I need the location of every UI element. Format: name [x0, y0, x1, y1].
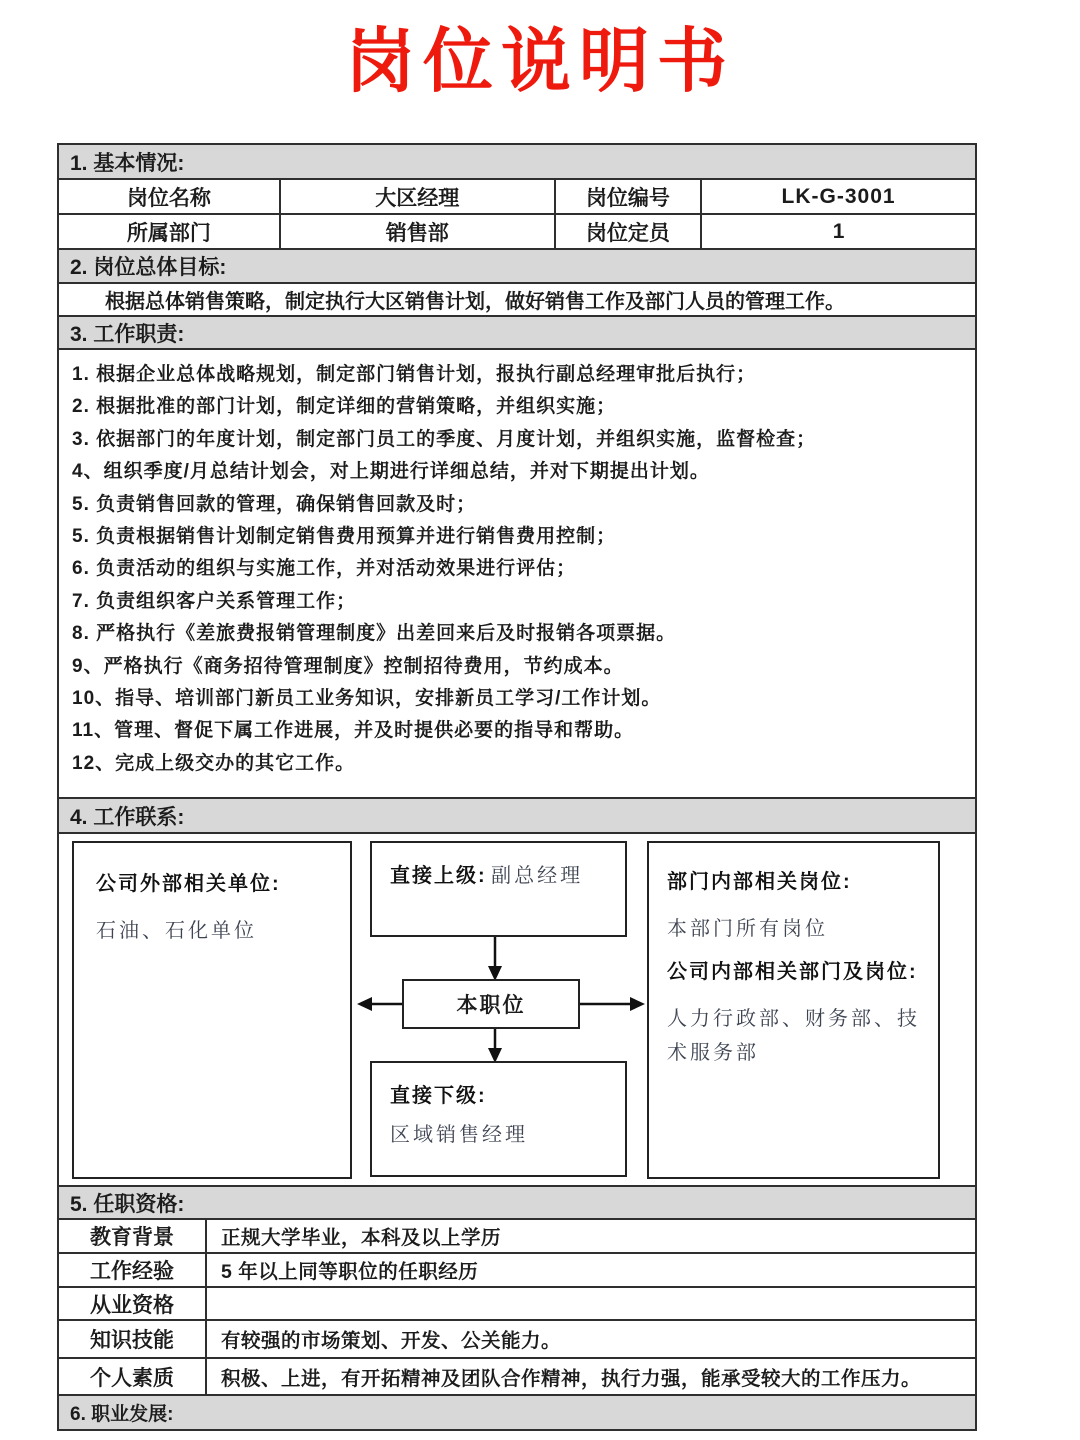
duty-item: 9、严格执行《商务招待管理制度》控制招待费用，节约成本。	[72, 655, 624, 677]
qualification-row	[59, 1254, 975, 1288]
qualification-value-education: 正规大学毕业，本科及以上学历	[221, 1227, 502, 1249]
external-units-title: 公司外部相关单位:	[96, 873, 281, 895]
section-header-overall-goal: 2. 岗位总体目标:	[59, 250, 975, 284]
qualification-row	[59, 1359, 975, 1396]
duty-item: 4、组织季度/月总结计划会，对上期进行详细总结，并对下期提出计划。	[72, 461, 710, 483]
basic-info-row	[59, 215, 975, 250]
section-header-career-development: 6. 职业发展:	[59, 1396, 975, 1429]
direct-superior-value: 副总经理	[491, 865, 584, 887]
duty-item: 5. 负责销售回款的管理，确保销售回款及时；	[72, 493, 477, 515]
duty-item: 10、指导、培训部门新员工业务知识，安排新员工学习/工作计划。	[72, 688, 662, 710]
duty-item: 3. 依据部门的年度计划，制定部门员工的季度、月度计划，并组织实施，监督检查；	[72, 428, 817, 450]
field-label-department: 所属部门	[126, 221, 211, 245]
qualification-row	[59, 1288, 975, 1321]
qualification-row	[59, 1321, 975, 1359]
duties-list	[59, 350, 975, 799]
field-label-position-name: 岗位名称	[126, 186, 211, 210]
external-units-box	[72, 841, 352, 1179]
duty-item: 12、完成上级交办的其它工作。	[72, 752, 356, 774]
section-header-basic-info: 1. 基本情况:	[59, 145, 975, 180]
qualification-label-experience: 工作经验	[59, 1254, 207, 1286]
field-value-department: 销售部	[279, 215, 554, 248]
qualification-value-certification	[207, 1288, 975, 1319]
internal-positions-content: 本部门所有岗位	[667, 918, 828, 940]
direct-superior-label: 直接上级:	[390, 865, 487, 887]
overall-goal-text: 根据总体销售策略，制定执行大区销售计划，做好销售工作及部门人员的管理工作。	[59, 284, 975, 317]
document-table	[57, 143, 977, 1431]
duty-item: 5. 负责根据销售计划制定销售费用预算并进行销售费用控制；	[72, 526, 617, 548]
qualification-value-personality: 积极、上进，有开拓精神及团队合作精神，执行力强，能承受较大的工作压力。	[221, 1367, 922, 1390]
basic-info-row	[59, 180, 975, 215]
qualification-value-experience: 5 年以上同等职位的任职经历	[221, 1261, 479, 1283]
qualification-value-skills: 有较强的市场策划、开发、公关能力。	[221, 1330, 562, 1352]
qualification-label-education: 教育背景	[59, 1220, 207, 1252]
direct-subordinate-label: 直接下级:	[390, 1085, 487, 1107]
field-label-headcount: 岗位定员	[554, 215, 701, 248]
internal-positions-title: 部门内部相关岗位:	[667, 871, 852, 893]
direct-superior-box	[370, 841, 627, 937]
field-value-headcount: 1	[700, 215, 975, 248]
qualification-row	[59, 1220, 975, 1254]
document-title: 岗位说明书	[345, 22, 735, 100]
qualification-label-personality: 个人素质	[59, 1359, 207, 1394]
duty-item: 7. 负责组织客户关系管理工作；	[72, 590, 357, 612]
field-value-position-code: LK-G-3001	[700, 180, 975, 213]
internal-departments-content: 人力行政部、财务部、技术服务部	[667, 1008, 920, 1064]
field-label-position-code: 岗位编号	[554, 180, 701, 213]
internal-departments-title: 公司内部相关部门及岗位:	[667, 961, 918, 983]
qualification-label-skills: 知识技能	[59, 1321, 207, 1357]
duty-item: 1. 根据企业总体战略规划，制定部门销售计划，报执行副总经理审批后执行；	[72, 364, 757, 385]
qualification-label-certification: 从业资格	[59, 1288, 207, 1319]
section-header-qualifications: 5. 任职资格:	[59, 1187, 975, 1220]
org-relationship-diagram	[59, 834, 975, 1187]
duty-item: 8. 严格执行《差旅费报销管理制度》出差回来后及时报销各项票据。	[72, 623, 677, 645]
duty-item: 6. 负责活动的组织与实施工作，并对活动效果进行评估；	[72, 558, 577, 580]
duty-item: 11、管理、督促下属工作进展，并及时提供必要的指导和帮助。	[72, 720, 635, 742]
direct-subordinate-box	[370, 1061, 627, 1177]
internal-relations-box	[647, 841, 940, 1179]
this-position-box: 本职位	[402, 979, 580, 1029]
direct-subordinate-value: 区域销售经理	[390, 1124, 528, 1146]
section-header-work-contacts: 4. 工作联系:	[59, 799, 975, 834]
external-units-content: 石油、石化单位	[96, 920, 257, 942]
field-value-position-name: 大区经理	[279, 180, 554, 213]
duty-item: 2. 根据批准的部门计划，制定详细的营销策略，并组织实施；	[72, 396, 617, 418]
section-header-duties: 3. 工作职责:	[59, 317, 975, 350]
